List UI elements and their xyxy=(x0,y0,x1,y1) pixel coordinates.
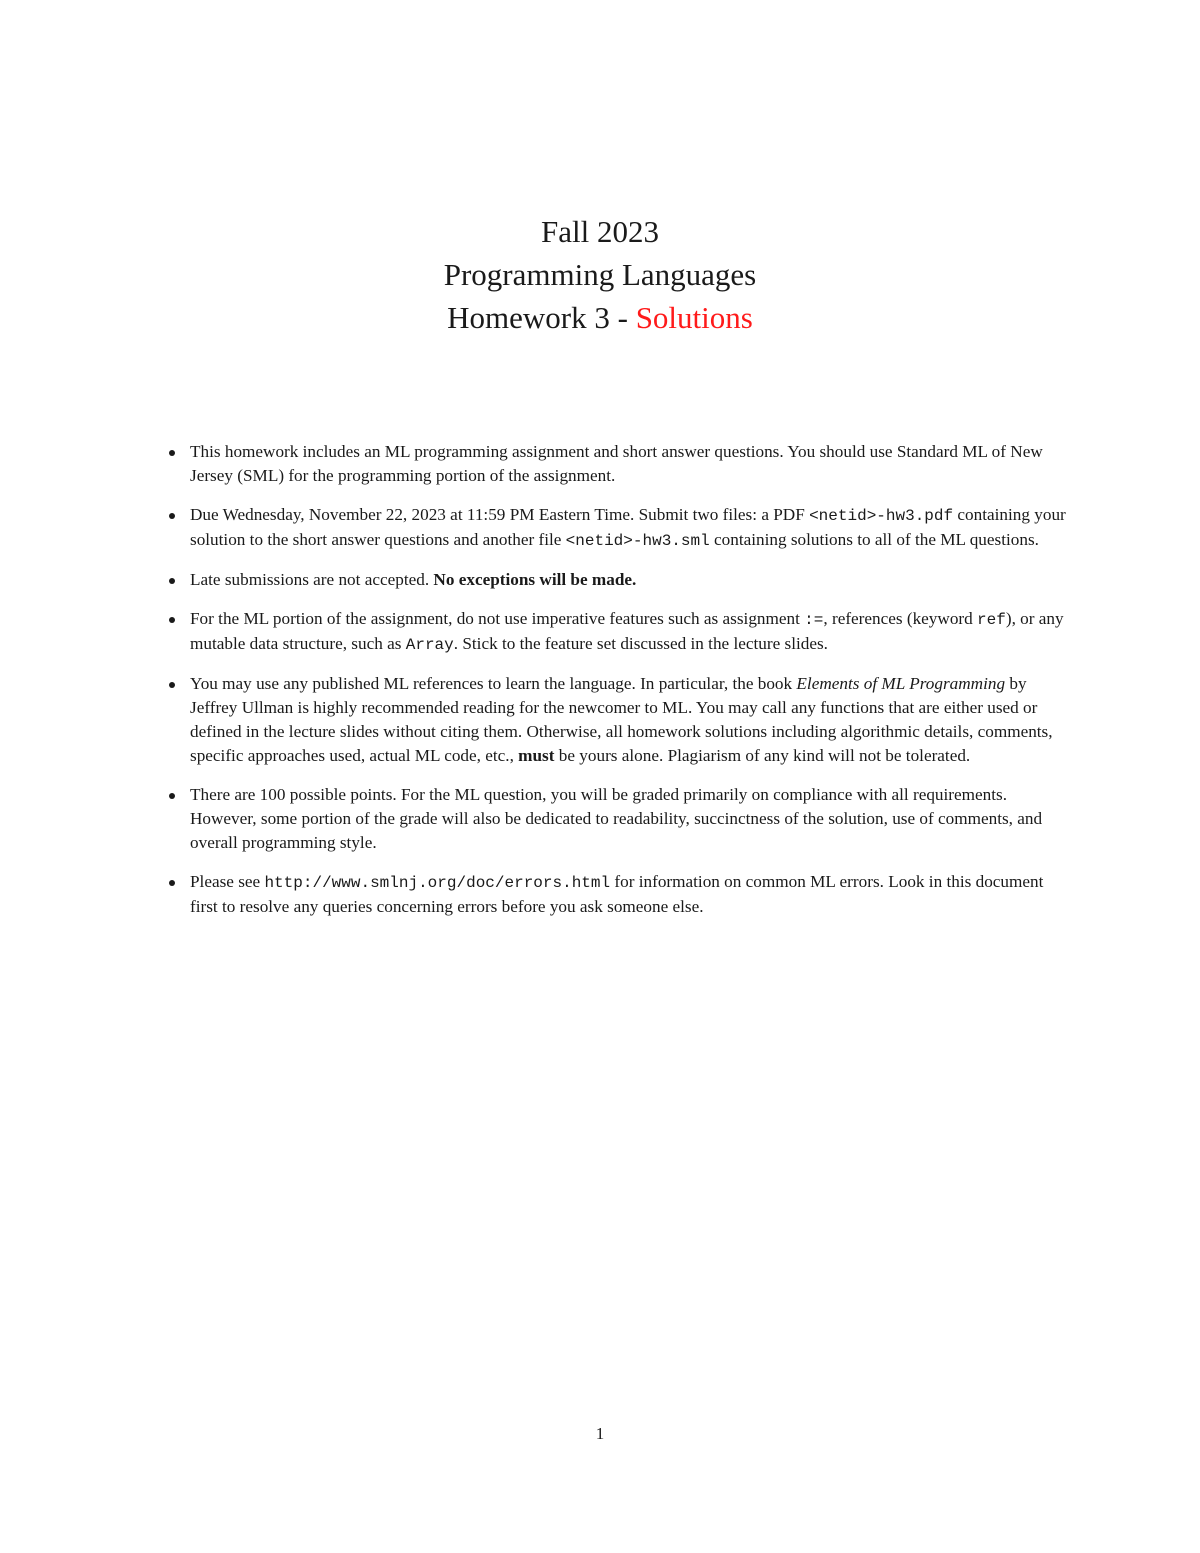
bullet-icon xyxy=(169,880,175,886)
term-title: Fall 2023 xyxy=(541,214,659,249)
item-text: For the ML portion of the assignment, do not use imperative features such as assignment xyxy=(190,609,805,628)
item-text: for information on common ML errors. Look in this document first to resolve any queries concerning errors before you ask someone else. xyxy=(190,872,1044,916)
code-array: Array xyxy=(405,636,454,654)
bullet-icon xyxy=(169,793,175,799)
bullet-icon xyxy=(169,682,175,688)
list-item xyxy=(190,870,1070,919)
title-block xyxy=(0,210,1200,339)
list-item xyxy=(190,568,1070,592)
item-text: ), or any mutable data structure, such as xyxy=(190,609,1064,653)
code-assign: := xyxy=(804,611,824,629)
bullet-icon xyxy=(169,617,175,623)
item-text: containing your solution to the short answer questions and another file xyxy=(190,505,1066,549)
assignment-label: Homework 3 - xyxy=(447,300,636,335)
list-item xyxy=(190,607,1070,657)
item-text: Please see xyxy=(190,872,265,891)
list-item xyxy=(190,503,1070,553)
errors-url-link[interactable]: http://www.smlnj.org/doc/errors.html xyxy=(264,874,611,892)
assignment-title xyxy=(0,296,1200,339)
course-title: Programming Languages xyxy=(443,257,757,292)
bullet-icon xyxy=(169,450,175,456)
instructions-list xyxy=(190,440,1070,934)
item-text: . Stick to the feature set discussed in the lecture slides. xyxy=(453,634,828,653)
item-text: Late submissions are not accepted. xyxy=(190,570,434,589)
list-item xyxy=(190,672,1070,768)
item-text: This homework includes an ML programming assignment and short answer questions. You should use Standard ML of New Jersey (SML) for the programming portion of the assignment. xyxy=(190,442,1043,485)
sml-filename: <netid>-hw3.sml xyxy=(565,532,710,550)
item-text: containing solutions to all of the ML questions. xyxy=(709,530,1039,549)
item-text: , references (keyword xyxy=(823,609,978,628)
solutions-label: Solutions xyxy=(635,300,753,335)
book-title: Elements of ML Programming xyxy=(796,674,1006,693)
list-item xyxy=(190,783,1070,855)
page-number: 1 xyxy=(595,1424,605,1443)
item-text: Due Wednesday, November 22, 2023 at 11:59 PM Eastern Time. Submit two files: a PDF xyxy=(190,505,810,524)
item-text: by Jeffrey Ullman is highly recommended reading for the newcomer to ML. You may call any functions that are either used or defined in the lecture slides without citing them. Otherwise, all homework solutions including algorithmic details, comments, specific approaches used, actual ML code, etc., xyxy=(190,674,1053,765)
list-item xyxy=(190,440,1070,488)
item-text: be yours alone. Plagiarism of any kind will not be tolerated. xyxy=(554,746,971,765)
pdf-filename: <netid>-hw3.pdf xyxy=(809,507,954,525)
item-text: You may use any published ML references to learn the language. In particular, the book xyxy=(190,674,797,693)
item-text: There are 100 possible points. For the ML question, you will be graded primarily on compliance with all requirements. However, some portion of the grade will also be dedicated to readability, succinctness of the solution, use of comments, and overall programming style. xyxy=(190,785,1043,852)
code-ref: ref xyxy=(977,611,1006,629)
bold-text: must xyxy=(518,746,555,765)
bullet-icon xyxy=(169,578,175,584)
bold-text: No exceptions will be made. xyxy=(433,570,637,589)
bullet-icon xyxy=(169,513,175,519)
